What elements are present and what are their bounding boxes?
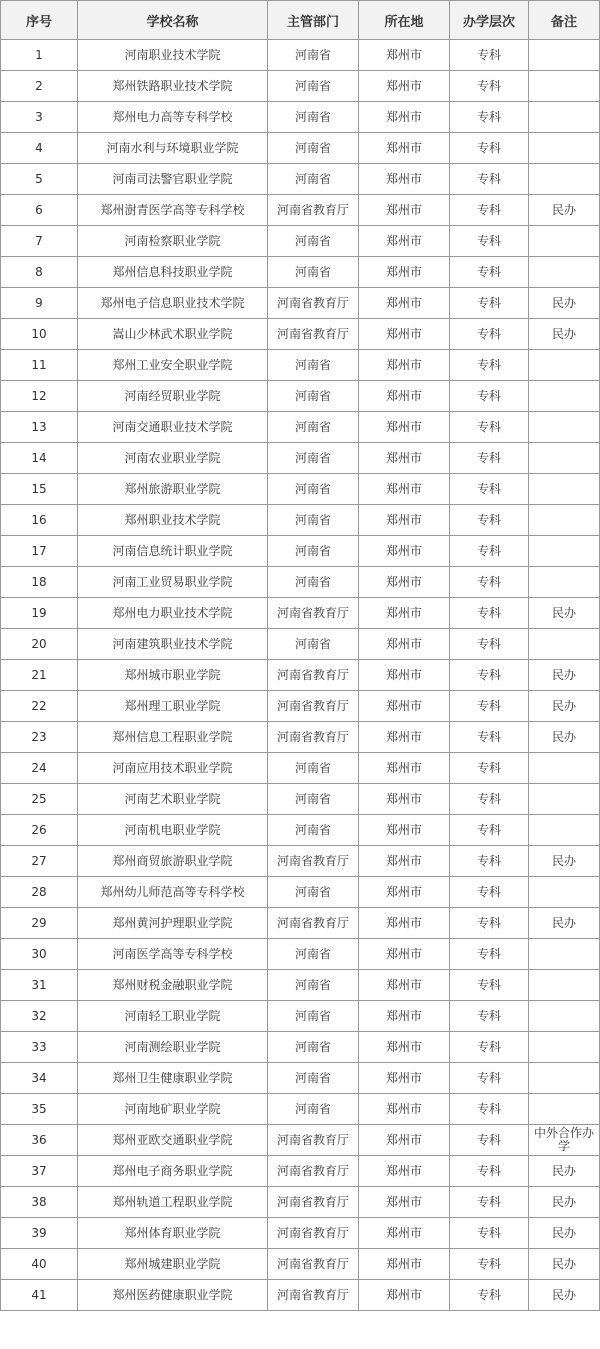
cell-school-name: 郑州城建职业学院	[78, 1249, 268, 1280]
cell-level: 专科	[450, 1125, 529, 1156]
cell-location: 郑州市	[359, 1063, 450, 1094]
cell-index: 7	[1, 226, 78, 257]
cell-location: 郑州市	[359, 1032, 450, 1063]
cell-school-name: 郑州电子信息职业技术学院	[78, 288, 268, 319]
cell-location: 郑州市	[359, 381, 450, 412]
cell-department: 河南省教育厅	[268, 1156, 359, 1187]
cell-location: 郑州市	[359, 1156, 450, 1187]
cell-level: 专科	[450, 598, 529, 629]
table-row	[1, 1218, 600, 1249]
cell-location: 郑州市	[359, 443, 450, 474]
cell-level: 专科	[450, 474, 529, 505]
cell-location: 郑州市	[359, 102, 450, 133]
table-row	[1, 846, 600, 877]
cell-level: 专科	[450, 784, 529, 815]
cell-department: 河南省教育厅	[268, 195, 359, 226]
cell-note	[529, 815, 600, 846]
cell-department: 河南省	[268, 629, 359, 660]
cell-school-name: 郑州亚欧交通职业学院	[78, 1125, 268, 1156]
cell-department: 河南省教育厅	[268, 1249, 359, 1280]
cell-department: 河南省	[268, 412, 359, 443]
header-department: 主管部门	[268, 1, 359, 40]
cell-index: 37	[1, 1156, 78, 1187]
cell-level: 专科	[450, 1032, 529, 1063]
table-row	[1, 598, 600, 629]
cell-level: 专科	[450, 350, 529, 381]
table-row	[1, 753, 600, 784]
cell-school-name: 河南农业职业学院	[78, 443, 268, 474]
cell-note	[529, 567, 600, 598]
cell-school-name: 河南机电职业学院	[78, 815, 268, 846]
table-row	[1, 288, 600, 319]
cell-department: 河南省	[268, 970, 359, 1001]
cell-department: 河南省	[268, 443, 359, 474]
cell-department: 河南省	[268, 784, 359, 815]
cell-location: 郑州市	[359, 1249, 450, 1280]
cell-location: 郑州市	[359, 319, 450, 350]
cell-level: 专科	[450, 195, 529, 226]
cell-index: 39	[1, 1218, 78, 1249]
cell-department: 河南省	[268, 1094, 359, 1125]
table-row	[1, 536, 600, 567]
table-row	[1, 691, 600, 722]
cell-note: 民办	[529, 1156, 600, 1187]
cell-school-name: 郑州轨道工程职业学院	[78, 1187, 268, 1218]
cell-department: 河南省教育厅	[268, 722, 359, 753]
table-row	[1, 1001, 600, 1032]
cell-department: 河南省	[268, 257, 359, 288]
cell-note: 民办	[529, 722, 600, 753]
table-row	[1, 40, 600, 71]
cell-level: 专科	[450, 1187, 529, 1218]
table-row	[1, 1032, 600, 1063]
cell-index: 4	[1, 133, 78, 164]
cell-note	[529, 350, 600, 381]
cell-department: 河南省	[268, 40, 359, 71]
cell-note	[529, 257, 600, 288]
cell-level: 专科	[450, 412, 529, 443]
cell-note	[529, 753, 600, 784]
table-row	[1, 257, 600, 288]
cell-level: 专科	[450, 381, 529, 412]
cell-note: 中外合作办学	[529, 1125, 600, 1156]
cell-index: 25	[1, 784, 78, 815]
cell-level: 专科	[450, 71, 529, 102]
cell-level: 专科	[450, 1001, 529, 1032]
table-row	[1, 381, 600, 412]
cell-school-name: 郑州财税金融职业学院	[78, 970, 268, 1001]
table-row	[1, 660, 600, 691]
cell-school-name: 河南信息统计职业学院	[78, 536, 268, 567]
cell-department: 河南省教育厅	[268, 1280, 359, 1311]
cell-school-name: 河南司法警官职业学院	[78, 164, 268, 195]
cell-location: 郑州市	[359, 1187, 450, 1218]
cell-level: 专科	[450, 288, 529, 319]
cell-location: 郑州市	[359, 1094, 450, 1125]
table-row	[1, 505, 600, 536]
cell-index: 28	[1, 877, 78, 908]
cell-level: 专科	[450, 1156, 529, 1187]
cell-location: 郑州市	[359, 753, 450, 784]
cell-index: 29	[1, 908, 78, 939]
cell-location: 郑州市	[359, 474, 450, 505]
cell-note: 民办	[529, 598, 600, 629]
cell-note	[529, 939, 600, 970]
cell-department: 河南省教育厅	[268, 319, 359, 350]
cell-school-name: 郑州理工职业学院	[78, 691, 268, 722]
cell-school-name: 郑州职业技术学院	[78, 505, 268, 536]
cell-location: 郑州市	[359, 939, 450, 970]
table-row	[1, 815, 600, 846]
cell-school-name: 郑州工业安全职业学院	[78, 350, 268, 381]
cell-index: 38	[1, 1187, 78, 1218]
cell-level: 专科	[450, 226, 529, 257]
cell-note: 民办	[529, 319, 600, 350]
cell-index: 41	[1, 1280, 78, 1311]
cell-level: 专科	[450, 722, 529, 753]
cell-note	[529, 102, 600, 133]
cell-department: 河南省	[268, 567, 359, 598]
cell-level: 专科	[450, 1094, 529, 1125]
cell-note: 民办	[529, 691, 600, 722]
cell-level: 专科	[450, 567, 529, 598]
cell-department: 河南省	[268, 877, 359, 908]
cell-location: 郑州市	[359, 722, 450, 753]
cell-level: 专科	[450, 443, 529, 474]
header-index: 序号	[1, 1, 78, 40]
header-row	[1, 1, 600, 40]
cell-note: 民办	[529, 1187, 600, 1218]
cell-index: 15	[1, 474, 78, 505]
cell-location: 郑州市	[359, 350, 450, 381]
cell-index: 21	[1, 660, 78, 691]
cell-location: 郑州市	[359, 815, 450, 846]
table-row	[1, 350, 600, 381]
cell-level: 专科	[450, 815, 529, 846]
table-row	[1, 1280, 600, 1311]
cell-school-name: 郑州旅游职业学院	[78, 474, 268, 505]
cell-school-name: 郑州医药健康职业学院	[78, 1280, 268, 1311]
cell-school-name: 河南地矿职业学院	[78, 1094, 268, 1125]
cell-school-name: 河南应用技术职业学院	[78, 753, 268, 784]
cell-level: 专科	[450, 1218, 529, 1249]
cell-location: 郑州市	[359, 598, 450, 629]
cell-note: 民办	[529, 908, 600, 939]
table-row	[1, 474, 600, 505]
cell-location: 郑州市	[359, 877, 450, 908]
cell-school-name: 郑州黄河护理职业学院	[78, 908, 268, 939]
cell-note: 民办	[529, 288, 600, 319]
cell-location: 郑州市	[359, 784, 450, 815]
cell-location: 郑州市	[359, 846, 450, 877]
cell-level: 专科	[450, 908, 529, 939]
cell-department: 河南省	[268, 753, 359, 784]
cell-index: 27	[1, 846, 78, 877]
cell-school-name: 河南轻工职业学院	[78, 1001, 268, 1032]
cell-department: 河南省教育厅	[268, 288, 359, 319]
cell-note	[529, 877, 600, 908]
cell-school-name: 河南检察职业学院	[78, 226, 268, 257]
cell-index: 11	[1, 350, 78, 381]
cell-note: 民办	[529, 660, 600, 691]
table-row	[1, 1187, 600, 1218]
table-row	[1, 102, 600, 133]
cell-level: 专科	[450, 629, 529, 660]
cell-location: 郑州市	[359, 660, 450, 691]
cell-school-name: 河南测绘职业学院	[78, 1032, 268, 1063]
cell-note: 民办	[529, 1249, 600, 1280]
cell-level: 专科	[450, 536, 529, 567]
cell-location: 郑州市	[359, 970, 450, 1001]
cell-department: 河南省	[268, 1032, 359, 1063]
cell-index: 35	[1, 1094, 78, 1125]
cell-school-name: 河南工业贸易职业学院	[78, 567, 268, 598]
cell-level: 专科	[450, 1249, 529, 1280]
cell-index: 14	[1, 443, 78, 474]
cell-department: 河南省	[268, 71, 359, 102]
cell-note: 民办	[529, 195, 600, 226]
cell-level: 专科	[450, 40, 529, 71]
cell-level: 专科	[450, 319, 529, 350]
cell-level: 专科	[450, 660, 529, 691]
cell-school-name: 河南交通职业技术学院	[78, 412, 268, 443]
cell-index: 23	[1, 722, 78, 753]
table-row	[1, 133, 600, 164]
cell-school-name: 郑州幼儿师范高等专科学校	[78, 877, 268, 908]
cell-school-name: 河南医学高等专科学校	[78, 939, 268, 970]
cell-school-name: 郑州卫生健康职业学院	[78, 1063, 268, 1094]
cell-index: 24	[1, 753, 78, 784]
table-row	[1, 1249, 600, 1280]
cell-school-name: 河南职业技术学院	[78, 40, 268, 71]
table-header	[1, 1, 600, 40]
cell-location: 郑州市	[359, 505, 450, 536]
cell-location: 郑州市	[359, 908, 450, 939]
cell-school-name: 郑州铁路职业技术学院	[78, 71, 268, 102]
cell-location: 郑州市	[359, 133, 450, 164]
cell-department: 河南省教育厅	[268, 660, 359, 691]
table-row	[1, 1094, 600, 1125]
cell-location: 郑州市	[359, 195, 450, 226]
cell-note	[529, 164, 600, 195]
cell-school-name: 郑州体育职业学院	[78, 1218, 268, 1249]
cell-level: 专科	[450, 970, 529, 1001]
cell-index: 18	[1, 567, 78, 598]
cell-school-name: 河南经贸职业学院	[78, 381, 268, 412]
cell-note	[529, 226, 600, 257]
cell-department: 河南省	[268, 536, 359, 567]
cell-school-name: 郑州城市职业学院	[78, 660, 268, 691]
cell-index: 3	[1, 102, 78, 133]
cell-level: 专科	[450, 257, 529, 288]
cell-location: 郑州市	[359, 288, 450, 319]
cell-index: 8	[1, 257, 78, 288]
cell-index: 6	[1, 195, 78, 226]
table-row	[1, 722, 600, 753]
cell-school-name: 郑州澍青医学高等专科学校	[78, 195, 268, 226]
cell-note	[529, 40, 600, 71]
cell-school-name: 郑州信息科技职业学院	[78, 257, 268, 288]
cell-department: 河南省教育厅	[268, 908, 359, 939]
cell-department: 河南省教育厅	[268, 846, 359, 877]
table-row	[1, 908, 600, 939]
cell-note	[529, 71, 600, 102]
cell-index: 16	[1, 505, 78, 536]
cell-school-name: 嵩山少林武术职业学院	[78, 319, 268, 350]
cell-school-name: 郑州电子商务职业学院	[78, 1156, 268, 1187]
cell-department: 河南省	[268, 226, 359, 257]
cell-index: 9	[1, 288, 78, 319]
cell-school-name: 河南水利与环境职业学院	[78, 133, 268, 164]
table-row	[1, 1156, 600, 1187]
table-row	[1, 970, 600, 1001]
cell-location: 郑州市	[359, 691, 450, 722]
table-row	[1, 939, 600, 970]
cell-index: 31	[1, 970, 78, 1001]
cell-index: 20	[1, 629, 78, 660]
cell-index: 5	[1, 164, 78, 195]
cell-index: 33	[1, 1032, 78, 1063]
cell-department: 河南省	[268, 102, 359, 133]
table-row	[1, 877, 600, 908]
table-body	[1, 40, 600, 1311]
cell-index: 22	[1, 691, 78, 722]
cell-department: 河南省	[268, 133, 359, 164]
table-row	[1, 1125, 600, 1156]
cell-location: 郑州市	[359, 1125, 450, 1156]
cell-department: 河南省	[268, 350, 359, 381]
cell-location: 郑州市	[359, 1001, 450, 1032]
cell-department: 河南省	[268, 505, 359, 536]
cell-level: 专科	[450, 1280, 529, 1311]
table-row	[1, 164, 600, 195]
cell-note	[529, 970, 600, 1001]
cell-level: 专科	[450, 133, 529, 164]
cell-level: 专科	[450, 1063, 529, 1094]
cell-department: 河南省	[268, 474, 359, 505]
cell-department: 河南省	[268, 815, 359, 846]
cell-note	[529, 1032, 600, 1063]
cell-location: 郑州市	[359, 1218, 450, 1249]
cell-note	[529, 1094, 600, 1125]
cell-location: 郑州市	[359, 536, 450, 567]
cell-index: 10	[1, 319, 78, 350]
cell-level: 专科	[450, 753, 529, 784]
cell-note	[529, 629, 600, 660]
cell-index: 13	[1, 412, 78, 443]
cell-department: 河南省	[268, 1063, 359, 1094]
cell-school-name: 郑州电力高等专科学校	[78, 102, 268, 133]
cell-index: 26	[1, 815, 78, 846]
cell-level: 专科	[450, 846, 529, 877]
table-row	[1, 1063, 600, 1094]
cell-note	[529, 536, 600, 567]
cell-note	[529, 443, 600, 474]
cell-department: 河南省教育厅	[268, 1218, 359, 1249]
cell-school-name: 郑州商贸旅游职业学院	[78, 846, 268, 877]
cell-location: 郑州市	[359, 567, 450, 598]
cell-department: 河南省	[268, 939, 359, 970]
cell-location: 郑州市	[359, 226, 450, 257]
cell-note	[529, 505, 600, 536]
cell-school-name: 郑州信息工程职业学院	[78, 722, 268, 753]
cell-department: 河南省教育厅	[268, 691, 359, 722]
cell-level: 专科	[450, 164, 529, 195]
cell-note: 民办	[529, 1218, 600, 1249]
cell-note	[529, 1063, 600, 1094]
header-note: 备注	[529, 1, 600, 40]
table-row	[1, 226, 600, 257]
cell-index: 2	[1, 71, 78, 102]
cell-level: 专科	[450, 102, 529, 133]
cell-location: 郑州市	[359, 629, 450, 660]
cell-index: 17	[1, 536, 78, 567]
cell-level: 专科	[450, 691, 529, 722]
cell-level: 专科	[450, 505, 529, 536]
table-row	[1, 784, 600, 815]
header-level: 办学层次	[450, 1, 529, 40]
cell-location: 郑州市	[359, 164, 450, 195]
cell-note	[529, 412, 600, 443]
cell-index: 12	[1, 381, 78, 412]
cell-level: 专科	[450, 877, 529, 908]
cell-note	[529, 133, 600, 164]
cell-index: 40	[1, 1249, 78, 1280]
cell-index: 19	[1, 598, 78, 629]
cell-department: 河南省	[268, 381, 359, 412]
cell-school-name: 河南艺术职业学院	[78, 784, 268, 815]
cell-department: 河南省教育厅	[268, 1187, 359, 1218]
cell-note	[529, 474, 600, 505]
cell-index: 1	[1, 40, 78, 71]
cell-note	[529, 784, 600, 815]
header-school-name: 学校名称	[78, 1, 268, 40]
cell-location: 郑州市	[359, 412, 450, 443]
cell-index: 34	[1, 1063, 78, 1094]
table-row	[1, 71, 600, 102]
table-row	[1, 443, 600, 474]
cell-location: 郑州市	[359, 1280, 450, 1311]
cell-school-name: 河南建筑职业技术学院	[78, 629, 268, 660]
cell-department: 河南省教育厅	[268, 1125, 359, 1156]
cell-note	[529, 1001, 600, 1032]
cell-note: 民办	[529, 846, 600, 877]
cell-location: 郑州市	[359, 257, 450, 288]
table-row	[1, 195, 600, 226]
cell-location: 郑州市	[359, 71, 450, 102]
cell-note	[529, 381, 600, 412]
cell-index: 30	[1, 939, 78, 970]
cell-department: 河南省	[268, 164, 359, 195]
table-row	[1, 567, 600, 598]
cell-department: 河南省教育厅	[268, 598, 359, 629]
table-row	[1, 319, 600, 350]
cell-note: 民办	[529, 1280, 600, 1311]
cell-index: 32	[1, 1001, 78, 1032]
cell-location: 郑州市	[359, 40, 450, 71]
header-location: 所在地	[359, 1, 450, 40]
cell-school-name: 郑州电力职业技术学院	[78, 598, 268, 629]
cell-index: 36	[1, 1125, 78, 1156]
table-row	[1, 629, 600, 660]
table-row	[1, 412, 600, 443]
cell-level: 专科	[450, 939, 529, 970]
cell-department: 河南省	[268, 1001, 359, 1032]
